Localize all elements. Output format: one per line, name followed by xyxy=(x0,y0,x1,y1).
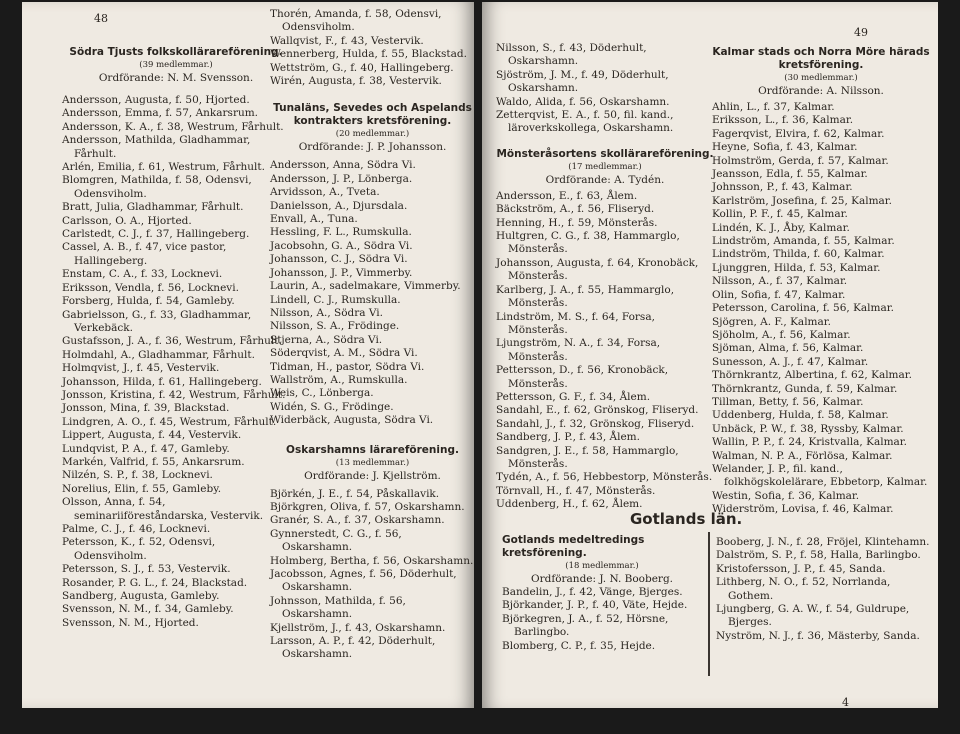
list-item: Welander, J. P., fil. kand., folkhögskolelärare, Ebbetorp, Kalmar. xyxy=(712,462,928,489)
list-item: Tidman, H., pastor, Södra Vi. xyxy=(270,360,425,373)
list-item: Johnsson, Mathilda, f. 56, Oskarshamn. xyxy=(270,594,406,621)
list-item: Johansson, J. P., Vimmerby. xyxy=(270,266,413,279)
list-item: Sandgren, J. E., f. 58, Hammarglo, Mönsterås. xyxy=(496,444,679,470)
member-count: (30 medlemmar.) xyxy=(784,73,858,83)
list-item: Arvidsson, A., Tveta. xyxy=(270,186,380,199)
list-item: Danielsson, A., Djursdala. xyxy=(270,199,408,212)
list-item: Karlström, Josefina, f. 25, Kalmar. xyxy=(712,194,893,207)
entry-list xyxy=(716,536,930,643)
list-item: Widén, S. G., Frödinge. xyxy=(270,400,394,413)
list-item: Wennerberg, Hulda, f. 55, Blackstad. xyxy=(270,48,467,61)
region-heading: Gotlands län. xyxy=(630,510,743,528)
list-item: Uddenberg, H., f. 62, Ålem. xyxy=(496,498,643,511)
list-item: Lindström, M. S., f. 64, Forsa, Mönsterås. xyxy=(496,310,655,336)
list-item: Andersson, Mathilda, Gladhammar, Fårhult. xyxy=(62,134,251,160)
right-column-1 xyxy=(496,42,714,512)
list-item: Waldo, Alida, f. 56, Oskarshamn. xyxy=(496,95,670,108)
list-item: Karlberg, J. A., f. 55, Hammarglo, Mönsterås. xyxy=(496,283,675,310)
list-item: Andersson, K. A., f. 38, Westrum, Fårhult. xyxy=(62,120,284,133)
list-item: Hultgren, C. G., f. 38, Hammarglo, Mönsterås. xyxy=(496,230,680,256)
left-column-1 xyxy=(62,46,290,630)
chairman: Ordförande: J. Kjellström. xyxy=(304,469,441,482)
entry-list xyxy=(496,42,714,136)
list-item: Fagerqvist, Elvira, f. 62, Kalmar. xyxy=(712,127,885,140)
member-count: (17 medlemmar.) xyxy=(568,161,642,172)
page-number: 48 xyxy=(94,12,108,25)
list-item: Holmdahl, A., Gladhammar, Fårhult. xyxy=(62,348,255,361)
list-item: Wirén, Augusta, f. 38, Vestervik. xyxy=(270,75,442,88)
list-item: Bandelin, J., f. 42, Vänge, Bjerges. xyxy=(502,586,683,598)
list-item: Tillman, Betty, f. 56, Kalmar. xyxy=(712,395,864,408)
list-item: Envall, A., Tuna. xyxy=(270,213,358,226)
gotland-right-column xyxy=(716,536,930,643)
list-item: Ahlin, L., f. 37, Kalmar. xyxy=(712,101,835,113)
list-item: Zetterqvist, E. A., f. 50, fil. kand., läroverkskollega, Oskarshamn. xyxy=(496,109,674,135)
section-title: Oskarshamns lärareförening. xyxy=(286,443,459,456)
list-item: Cassel, A. B., f. 47, vice pastor, Hallingeberg. xyxy=(62,241,227,267)
list-item: Heyne, Sofia, f. 43, Kalmar. xyxy=(712,141,858,154)
list-item: Unbäck, P. W., f. 38, Ryssby, Kalmar. xyxy=(712,422,904,435)
list-item: Olin, Sofia, f. 47, Kalmar. xyxy=(712,288,846,301)
list-item: Carlsson, O. A., Hjorted. xyxy=(62,214,192,227)
section-title: Tunaläns, Sevedes och Aspelands kontrakters kretsförening. xyxy=(273,102,472,128)
list-item: Sunesson, A. J., f. 47, Kalmar. xyxy=(712,355,869,368)
entry-list xyxy=(712,101,930,517)
list-item: Markén, Valfrid, f. 55, Ankarsrum. xyxy=(62,455,245,468)
entry-list xyxy=(496,190,714,512)
list-item: Henning, H., f. 59, Mönsterås. xyxy=(496,216,658,229)
list-item: Johnsson, P., f. 43, Kalmar. xyxy=(712,181,853,194)
list-item: Jacobsohn, G. A., Södra Vi. xyxy=(270,239,413,252)
list-item: Söderqvist, A. M., Södra Vi. xyxy=(270,347,418,360)
list-item: Törnvall, H., f. 47, Mönsterås. xyxy=(496,484,656,497)
list-item: Palme, C. J., f. 46, Locknevi. xyxy=(62,523,211,535)
chairman: Ordförande: J. P. Johansson. xyxy=(298,141,447,154)
list-item: Petersson, S. J., f. 53, Vestervik. xyxy=(62,563,231,576)
right-column-2 xyxy=(712,46,930,517)
entry-list xyxy=(502,586,702,653)
list-item: Olsson, Anna, f. 54, seminariiföreståndarska, Vestervik. xyxy=(62,496,264,522)
chairman: Ordförande: J. N. Booberg. xyxy=(530,573,674,585)
list-item: Björkén, J. E., f. 54, Påskallavik. xyxy=(270,487,440,500)
list-item: Petersson, Carolina, f. 56, Kalmar. xyxy=(712,302,894,315)
list-item: Jonsson, Mina, f. 39, Blackstad. xyxy=(62,402,230,415)
list-item: Pettersson, D., f. 56, Kronobäck, Mönsterås. xyxy=(496,364,669,390)
list-item: Blomberg, C. P., f. 35, Hejde. xyxy=(502,639,656,652)
list-item: Gustafsson, J. A., f. 36, Westrum, Fårhult. xyxy=(62,335,282,348)
list-item: Andersson, E., f. 63, Ålem. xyxy=(496,189,638,202)
list-item: Sandberg, J. P., f. 43, Ålem. xyxy=(496,431,640,444)
list-item: Sjöström, J. M., f. 49, Döderhult, Oskarshamn. xyxy=(496,68,669,95)
list-item: Norelius, Elin, f. 55, Gamleby. xyxy=(62,482,222,495)
list-item: Holmqvist, J., f. 45, Vestervik. xyxy=(62,362,220,375)
entry-list xyxy=(62,94,290,630)
list-item: Larsson, A. P., f. 42, Döderhult, Oskarshamn. xyxy=(270,635,436,661)
list-item: Sandahl, J., f. 32, Grönskog, Fliseryd. xyxy=(496,417,695,430)
list-item: Eriksson, Vendla, f. 56, Locknevi. xyxy=(62,281,239,294)
list-item: Björkgren, Oliva, f. 57, Oskarshamn. xyxy=(270,500,465,513)
list-item: Blomgren, Mathilda, f. 58, Odensvi, Odensviholm. xyxy=(62,174,252,200)
list-item: Westin, Sofia, f. 36, Kalmar. xyxy=(712,489,860,502)
member-count: (18 medlemmar.) xyxy=(565,561,639,571)
list-item: Kristofersson, J. P., f. 45, Sanda. xyxy=(716,562,886,575)
list-item: Hessling, F. L., Rumskulla. xyxy=(270,226,412,239)
list-item: Nyström, N. J., f. 36, Mästerby, Sanda. xyxy=(716,629,920,642)
list-item: Holmberg, Bertha, f. 56, Oskarshamn. xyxy=(270,554,474,567)
list-item: Wallin, P. P., f. 24, Kristvalla, Kalmar. xyxy=(712,436,907,449)
list-item: Björkegren, J. A., f. 52, Hörsne, Barlingbo. xyxy=(502,612,669,639)
list-item: Dalström, S. P., f. 58, Halla, Barlingbo. xyxy=(716,549,921,562)
list-item: Sandberg, Augusta, Gamleby. xyxy=(62,590,220,603)
list-item: Nilsson, A., f. 37, Kalmar. xyxy=(712,275,848,288)
list-item: Granér, S. A., f. 37, Oskarshamn. xyxy=(270,514,445,527)
list-item: Johansson, C. J., Södra Vi. xyxy=(270,253,408,266)
list-item: Lindström, Amanda, f. 55, Kalmar. xyxy=(712,235,895,248)
list-item: Lindell, C. J., Rumskulla. xyxy=(270,293,401,306)
list-item: Sjöman, Alma, f. 56, Kalmar. xyxy=(712,342,864,355)
list-item: Rosander, P. G. L., f. 24, Blackstad. xyxy=(62,576,248,589)
list-item: Kjellström, J., f. 43, Oskarshamn. xyxy=(270,621,446,634)
list-item: Ljungström, N. A., f. 34, Forsa, Mönsterås. xyxy=(496,337,661,363)
page-number: 49 xyxy=(854,26,868,39)
list-item: Ljungberg, G. A. W., f. 54, Guldrupe, Bjerges. xyxy=(716,603,910,629)
list-item: Lindström, Thilda, f. 60, Kalmar. xyxy=(712,248,885,261)
list-item: Wettström, G., f. 40, Hallingeberg. xyxy=(270,61,454,74)
list-item: Carlstedt, C. J., f. 37, Hallingeberg. xyxy=(62,228,250,241)
list-item: Andersson, Anna, Södra Vi. xyxy=(270,159,416,172)
list-item: Gabrielsson, G., f. 33, Gladhammar, Verkebäck. xyxy=(62,308,252,334)
entry-list xyxy=(270,488,474,662)
footer-number: 4 xyxy=(842,696,849,708)
list-item: Sandahl, E., f. 62, Grönskog, Fliseryd. xyxy=(496,404,699,417)
list-item: Booberg, J. N., f. 28, Fröjel, Klintehamn. xyxy=(716,536,930,548)
list-item: Björkander, J. P., f. 40, Väte, Hejde. xyxy=(502,599,688,612)
list-item: Weis, C., Lönberga. xyxy=(270,387,374,400)
section-title: Gotlands medeltredings kretsförening. xyxy=(502,534,645,559)
list-item: Sjöholm, A., f. 56, Kalmar. xyxy=(712,328,851,341)
list-item: Widerbäck, Augusta, Södra Vi. xyxy=(270,414,434,427)
list-item: Nilzén, S. P., f. 38, Locknevi. xyxy=(62,469,213,482)
gotland-left-column xyxy=(502,534,702,653)
list-item: Andersson, Emma, f. 57, Ankarsrum. xyxy=(62,107,259,120)
list-item: Lippert, Augusta, f. 44, Vestervik. xyxy=(62,429,242,442)
list-item: Jeansson, Edla, f. 55, Kalmar. xyxy=(712,168,868,181)
list-item: Lindgren, A. O., f. 45, Westrum, Fårhult. xyxy=(62,415,277,428)
right-page xyxy=(482,2,938,708)
list-item: Nilsson, S., f. 43, Döderhult, Oskarshamn. xyxy=(496,42,647,68)
list-item: Johansson, Hilda, f. 61, Hallingeberg. xyxy=(62,375,262,388)
list-item: Laurin, A., sadelmakare, Vimmerby. xyxy=(270,280,461,293)
list-item: Nilsson, A., Södra Vi. xyxy=(270,306,383,319)
list-item: Lindén, K. J., Åby, Kalmar. xyxy=(712,221,850,234)
entry-list xyxy=(270,8,474,88)
list-item: Arlén, Emilia, f. 61, Westrum, Fårhult. xyxy=(62,161,265,174)
list-item: Tydén, A., f. 56, Hebbestorp, Mönsterås. xyxy=(496,471,713,484)
section-title: Södra Tjusts folkskollärareförening. xyxy=(69,46,283,58)
entry-list xyxy=(270,159,474,427)
list-item: Johansson, Augusta, f. 64, Kronobäck, Mönsterås. xyxy=(496,256,699,283)
list-item: Andersson, J. P., Lönberga. xyxy=(270,172,413,185)
list-item: Wallqvist, F., f. 43, Vestervik. xyxy=(270,34,424,47)
list-item: Pettersson, G. F., f. 34, Ålem. xyxy=(496,390,651,403)
chairman: Ordförande: A. Tydén. xyxy=(545,173,665,186)
list-item: Petersson, K., f. 52, Odensvi, Odensviholm. xyxy=(62,536,216,562)
list-item: Andersson, Augusta, f. 50, Hjorted. xyxy=(62,94,250,106)
column-divider xyxy=(708,532,710,676)
list-item: Ljunggren, Hilda, f. 53, Kalmar. xyxy=(712,261,881,274)
left-column-2 xyxy=(270,8,474,662)
list-item: Holmström, Gerda, f. 57, Kalmar. xyxy=(712,154,889,167)
list-item: Wallström, A., Rumskulla. xyxy=(270,373,408,386)
member-count: (39 medlemmar.) xyxy=(139,60,213,70)
list-item: Jonsson, Kristina, f. 42, Westrum, Fårhult. xyxy=(62,388,286,401)
chairman: Ordförande: N. M. Svensson. xyxy=(98,72,254,84)
list-item: Nilsson, S. A., Frödinge. xyxy=(270,320,400,333)
list-item: Sjögren, A. F., Kalmar. xyxy=(712,315,831,328)
list-item: Thörnkrantz, Albertina, f. 62, Kalmar. xyxy=(712,369,912,382)
list-item: Lithberg, N. O., f. 52, Norrlanda, Gothem. xyxy=(716,576,891,602)
left-page xyxy=(22,2,474,708)
list-item: Svensson, N. M., Hjorted. xyxy=(62,616,199,629)
list-item: Svensson, N. M., f. 34, Gamleby. xyxy=(62,603,234,616)
list-item: Lundqvist, P. A., f. 47, Gamleby. xyxy=(62,442,230,455)
list-item: Bäckström, A., f. 56, Fliseryd. xyxy=(496,203,655,216)
list-item: Gynnerstedt, C. G., f. 56, Oskarshamn. xyxy=(270,527,402,554)
list-item: Eriksson, L., f. 36, Kalmar. xyxy=(712,114,854,127)
section-title: Mönsteråsortens skollärareförening. xyxy=(496,147,714,160)
member-count: (13 medlemmar.) xyxy=(335,457,410,468)
list-item: Enstam, C. A., f. 33, Locknevi. xyxy=(62,268,223,281)
list-item: Bratt, Julia, Gladhammar, Fårhult. xyxy=(62,201,244,214)
list-item: Stjerna, A., Södra Vi. xyxy=(270,333,383,346)
chairman: Ordförande: A. Nilsson. xyxy=(758,85,884,97)
list-item: Kollin, P. F., f. 45, Kalmar. xyxy=(712,208,848,221)
list-item: Walman, N. P. A., Förlösa, Kalmar. xyxy=(712,449,893,462)
list-item: Widerström, Lovisa, f. 46, Kalmar. xyxy=(712,503,894,516)
list-item: Thörnkrantz, Gunda, f. 59, Kalmar. xyxy=(712,382,898,395)
list-item: Thorén, Amanda, f. 58, Odensvi, Odensviholm. xyxy=(270,8,442,34)
list-item: Uddenberg, Hulda, f. 58, Kalmar. xyxy=(712,409,889,422)
list-item: Jacobsson, Agnes, f. 56, Döderhult, Oskarshamn. xyxy=(270,568,457,594)
section-title: Kalmar stads och Norra Möre härads kretsförening. xyxy=(712,46,930,71)
member-count: (20 medlemmar.) xyxy=(335,129,410,140)
list-item: Forsberg, Hulda, f. 54, Gamleby. xyxy=(62,295,235,308)
